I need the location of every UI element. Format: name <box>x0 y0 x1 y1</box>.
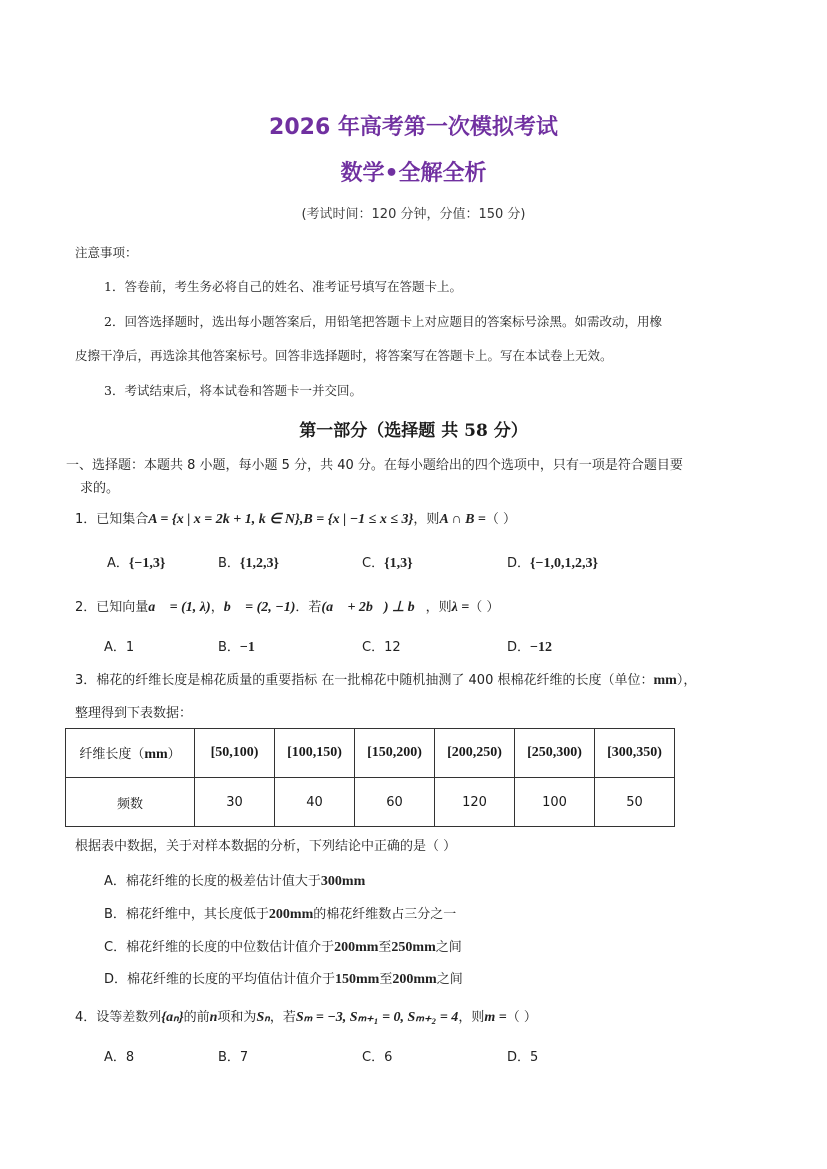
q3-option-c-value-1: 200mm <box>334 940 379 955</box>
notes-item-1: 1．答卷前，考生务必将自己的姓名、准考证号填写在答题卡上。 <box>104 279 462 294</box>
table-cell-interval: [200,250) <box>435 729 515 778</box>
q4-condition: Sₘ = −3, Sₘ₊₁ = 0, Sₘ₊₂ = 4 <box>295 1010 459 1025</box>
q3-option-c-value-2: 250mm <box>391 940 436 955</box>
table-header-length <box>66 729 195 778</box>
q1-paren: （ ） <box>485 512 517 527</box>
question-4-stem <box>75 1006 537 1026</box>
fiber-length-table <box>65 728 675 827</box>
q4-sn: Sₙ <box>256 1010 270 1025</box>
question-3-stem-line-2: 整理得到下表数据： <box>75 706 193 721</box>
q3-option-a-value: 300mm <box>320 874 366 889</box>
q4-mid-3: ，若 <box>269 1010 296 1025</box>
table-row <box>66 729 675 778</box>
q4-mid-2: 项和为 <box>217 1010 257 1025</box>
q3-option-c-post: 之间 <box>435 940 462 955</box>
part1-instruction-line-2: 求的。 <box>80 481 120 496</box>
table-cell-count: 40 <box>275 778 355 827</box>
q2-condition: (a⃗ + 2b⃗) ⊥ b⃗ <box>321 600 426 615</box>
q3-option-d-mid: 至 <box>379 972 393 987</box>
header-unit: mm <box>144 747 168 762</box>
header-text-a: 纤维长度（ <box>79 747 145 762</box>
q4-option-b[interactable]: B．7 <box>218 1050 249 1065</box>
table-cell-count: 50 <box>595 778 675 827</box>
q2-option-d[interactable] <box>507 636 552 656</box>
q1-set-b: B = {x | −1 ≤ x ≤ 3} <box>303 512 414 527</box>
notes-item-2-line-2: 皮擦干净后，再选涂其他答案标号。回答非选择题时，将答案写在答题卡上。写在本试卷上无效。 <box>75 348 613 363</box>
q3-option-b-value: 200mm <box>268 907 314 922</box>
q1-option-a-value: {−1,3} <box>128 556 166 571</box>
q3-unit: mm <box>653 673 677 688</box>
q3-option-c-text: C．棉花纤维的长度的中位数估计值介于 <box>104 940 335 955</box>
notes-item-3: 3．考试结束后，将本试卷和答题卡一并交回。 <box>104 383 362 398</box>
q3-option-d-text: D．棉花纤维的长度的平均值估计值介于 <box>104 972 336 987</box>
q4-expression: m = <box>484 1010 507 1025</box>
q1-option-d[interactable] <box>507 552 598 572</box>
table-cell-interval: [100,150) <box>275 729 355 778</box>
q4-mid-1: 的前 <box>183 1010 210 1025</box>
q2-option-c[interactable]: C．12 <box>362 640 401 655</box>
q3-option-c[interactable] <box>104 936 462 956</box>
part1-instruction-line-1: 一、选择题：本题共 8 小题，每小题 5 分，共 40 分。在每小题给出的四个选项中，只有一项是符合题目要 <box>66 458 683 473</box>
q2-expression: λ = <box>451 600 470 615</box>
q3-option-d-post: 之间 <box>436 972 463 987</box>
q1-option-b-value: {1,2,3} <box>239 556 279 571</box>
table-row <box>66 778 675 827</box>
page-subtitle: 数学•全解全析 <box>340 161 487 186</box>
notes-heading: 注意事项： <box>75 245 138 260</box>
q3-option-b-text: B．棉花纤维中，其长度低于 <box>104 907 269 922</box>
q1-option-d-value: {−1,0,1,2,3} <box>530 556 599 571</box>
q3-option-d-value-2: 200mm <box>392 972 437 987</box>
q4-sequence: {aₙ} <box>161 1010 184 1025</box>
q2-vector-b: b⃗ = (2, −1) <box>223 600 296 615</box>
q2-option-d-label: D． <box>507 640 531 655</box>
q3-option-c-mid: 至 <box>378 940 392 955</box>
table-cell-count: 30 <box>195 778 275 827</box>
q1-option-c-label: C． <box>362 556 385 571</box>
table-cell-interval: [250,300) <box>515 729 595 778</box>
exam-info: (考试时间：120 分钟，分值：150 分) <box>301 207 526 222</box>
table-header-frequency: 频数 <box>66 778 195 827</box>
q3-option-a-text: A．棉花纤维的长度的极差估计值大于 <box>104 874 321 889</box>
q2-option-b-value: −1 <box>239 640 255 655</box>
q3-stem-a: 3．棉花的纤维长度是棉花质量的重要指标 在一批棉花中随机抽测了 400 根棉花纤维的长度（单位： <box>75 673 654 688</box>
table-cell-interval: [50,100) <box>195 729 275 778</box>
q2-option-b[interactable] <box>218 636 255 656</box>
q2-then: ，则 <box>425 600 452 615</box>
question-3-stem-line-1 <box>75 669 696 689</box>
q3-option-b[interactable] <box>104 903 456 923</box>
page-title: 2026 年高考第一次模拟考试 <box>269 115 558 140</box>
q1-option-b[interactable] <box>218 552 279 572</box>
q3-option-a[interactable] <box>104 870 365 890</box>
notes-item-2-line-1: 2．回答选择题时，选出每小题答案后，用铅笔把答题卡上对应题目的答案标号涂黑。如需改动，用橡 <box>104 314 662 329</box>
q1-prefix: 1．已知集合 <box>75 512 149 527</box>
q1-option-c[interactable] <box>362 552 413 572</box>
question-3-question: 根据表中数据，关于对样本数据的分析，下列结论中正确的是（ ） <box>75 839 457 854</box>
q1-option-a-label: A． <box>107 556 129 571</box>
q1-option-d-label: D． <box>507 556 531 571</box>
table-cell-count: 60 <box>355 778 435 827</box>
q4-n: n <box>209 1010 218 1025</box>
q4-option-d[interactable]: D．5 <box>507 1050 539 1065</box>
q4-option-a[interactable]: A．8 <box>104 1050 135 1065</box>
table-cell-count: 120 <box>435 778 515 827</box>
q1-expression: A ∩ B = <box>439 512 486 527</box>
q4-then: ，则 <box>458 1010 485 1025</box>
table-cell-interval: [300,350) <box>595 729 675 778</box>
q1-set-a: A = {x | x = 2k + 1, k ∈ N} <box>148 512 300 527</box>
header-text-b: ） <box>167 747 181 762</box>
q2-mid: ．若 <box>295 600 322 615</box>
q2-option-d-value: −12 <box>530 640 552 655</box>
q3-option-b-post: 的棉花纤维数占三分之一 <box>313 907 457 922</box>
q2-prefix: 2．已知向量 <box>75 600 149 615</box>
q2-comma: ， <box>210 600 224 615</box>
q1-mid: ，则 <box>413 512 440 527</box>
q3-option-d-value-1: 150mm <box>335 972 380 987</box>
q1-option-a[interactable] <box>107 552 165 572</box>
question-2-stem <box>75 596 499 616</box>
table-cell-interval: [150,200) <box>355 729 435 778</box>
q4-paren: （ ） <box>506 1010 537 1025</box>
q2-option-a[interactable]: A．1 <box>104 640 135 655</box>
q3-stem-b: ）， <box>676 673 697 688</box>
question-1-stem <box>75 508 516 528</box>
q1-option-c-value: {1,3} <box>384 556 413 571</box>
part1-title: 第一部分（选择题 共 58 分） <box>299 421 528 441</box>
q1-option-b-label: B． <box>218 556 240 571</box>
q1-separator: , <box>299 512 304 527</box>
table-cell-count: 100 <box>515 778 595 827</box>
q2-vector-a: a⃗ = (1, λ) <box>148 600 211 615</box>
q2-option-b-label: B． <box>218 640 240 655</box>
q4-option-c[interactable]: C．6 <box>362 1050 393 1065</box>
q3-option-d[interactable] <box>104 968 463 988</box>
q2-paren: （ ） <box>469 600 500 615</box>
q4-prefix: 4．设等差数列 <box>75 1010 162 1025</box>
